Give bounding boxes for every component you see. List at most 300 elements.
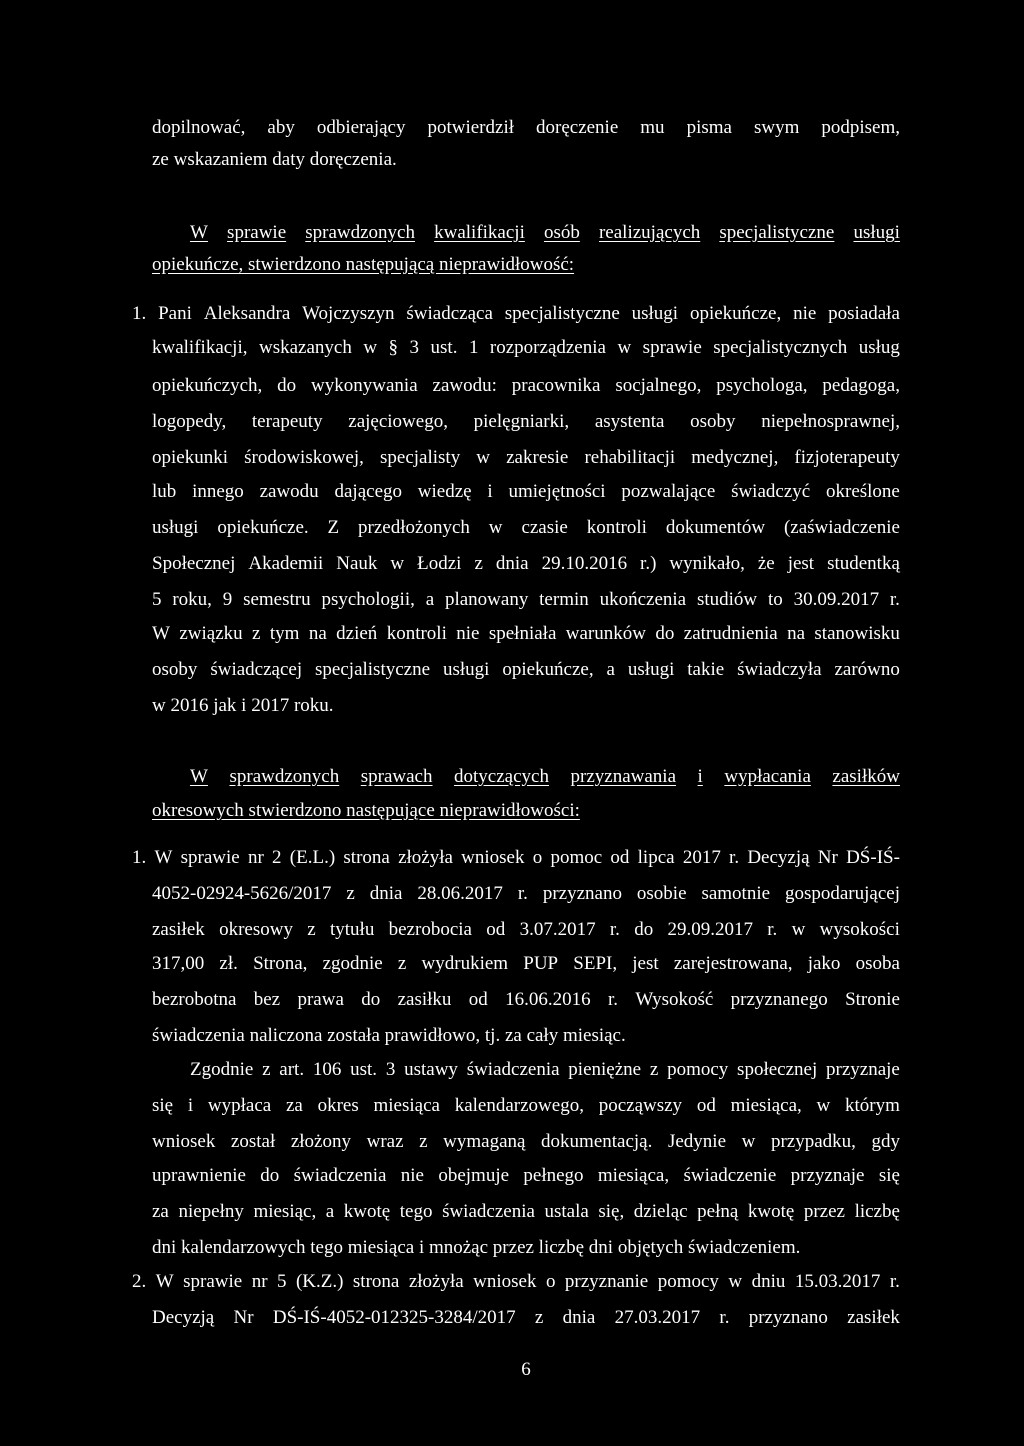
word: odbierający <box>316 117 406 138</box>
text-line <box>152 882 900 906</box>
word: stanowisku <box>814 623 900 644</box>
word: Nr <box>817 847 838 868</box>
word: w <box>363 337 378 358</box>
word: do <box>260 1165 280 1186</box>
word: osoba <box>855 953 900 974</box>
word: Decyzją <box>152 1307 215 1328</box>
word: zasiłku <box>397 989 452 1010</box>
word: r. <box>889 1271 900 1292</box>
word: wskazanych <box>258 337 352 358</box>
text-line <box>152 1130 900 1154</box>
word: spełniała <box>488 623 557 644</box>
text-line <box>152 658 900 682</box>
word: zatrudnienia <box>683 623 778 644</box>
word: którym <box>845 1095 900 1116</box>
word: Zgodnie <box>190 1059 254 1080</box>
word: bezrobotna <box>152 989 237 1010</box>
word: 1 <box>468 337 479 358</box>
word: wniosek <box>461 847 525 868</box>
word: do <box>361 989 381 1010</box>
word: dokumentów <box>665 517 766 538</box>
word: w <box>728 1271 743 1292</box>
text-line <box>152 480 900 504</box>
word: bezrobocia <box>388 919 472 940</box>
word: terapeuty <box>251 411 323 432</box>
word: sprawach <box>360 766 433 787</box>
word: za <box>285 1095 303 1116</box>
word: 16.06.2016 <box>505 989 591 1010</box>
word: zł. <box>219 953 238 974</box>
word: W <box>152 623 170 644</box>
word: w <box>476 447 491 468</box>
word: został <box>230 1131 276 1152</box>
word: specjalistycznych <box>713 337 848 358</box>
word: społecznej <box>737 1059 818 1080</box>
word: ustala <box>544 1201 589 1222</box>
word: fizjoterapeuty <box>794 447 900 468</box>
word: kontroli <box>586 517 647 538</box>
word: z <box>649 1059 659 1080</box>
word: Społecznej <box>152 553 236 574</box>
word: rehabilitacji <box>584 447 676 468</box>
word: określone <box>826 481 900 502</box>
word: potwierdził <box>427 117 514 138</box>
word: W <box>190 766 208 787</box>
word: planowany <box>444 589 529 610</box>
word: kontroli <box>386 623 447 644</box>
word: socjalnego, <box>615 375 702 396</box>
word: semestru <box>243 589 311 610</box>
word: osobie <box>636 883 687 904</box>
word: złożyła <box>408 1271 464 1292</box>
word: 2017 <box>682 847 721 868</box>
word: zarejestrowana, <box>673 953 793 974</box>
word: zakresie <box>506 447 569 468</box>
word: dnia <box>369 883 403 904</box>
word: za <box>152 1201 169 1222</box>
word: przyznanego <box>730 989 828 1010</box>
word: wypłacania <box>724 766 811 787</box>
word: nr <box>251 1271 268 1292</box>
word: 9 <box>222 589 233 610</box>
word: jako <box>807 953 841 974</box>
word: zasiłków <box>832 766 900 787</box>
word: roku, <box>172 589 212 610</box>
text-line <box>152 1164 900 1188</box>
word: z <box>534 1307 544 1328</box>
word: DŚ-IŚ-4052-012325-3284/2017 <box>272 1307 516 1328</box>
word: mu <box>640 117 665 138</box>
word: kwalifikacji, <box>152 337 248 358</box>
word: wynikało, <box>669 553 745 574</box>
word: kwotę <box>747 1201 795 1222</box>
word: 2. <box>132 1271 147 1292</box>
text-line: świadczenia naliczona została prawidłowo, tj. za cały miesiąc. <box>152 1025 626 1046</box>
word: Wysokość <box>635 989 714 1010</box>
word: wypłaca <box>207 1095 272 1116</box>
word: r. <box>719 1307 730 1328</box>
text-line <box>152 374 900 398</box>
word: opiekuńcze. <box>217 517 309 538</box>
word: gdy <box>871 1131 900 1152</box>
word: tytułu <box>329 919 375 940</box>
text-line <box>152 516 900 540</box>
word: nie <box>456 623 480 644</box>
text-line <box>152 1306 900 1330</box>
word: termin <box>539 589 589 610</box>
word: w <box>741 1131 756 1152</box>
word: miesiąc, <box>253 1201 317 1222</box>
text-line <box>152 622 900 646</box>
text-line <box>152 336 900 360</box>
word: studentką <box>827 553 900 574</box>
text-line <box>132 302 900 326</box>
text-line <box>190 221 900 245</box>
word: wniosek <box>473 1271 537 1292</box>
word: sprawie <box>180 847 240 868</box>
word: się <box>152 1095 174 1116</box>
word: r. <box>889 589 900 610</box>
word: w <box>488 517 503 538</box>
word: o <box>532 847 543 868</box>
word: psychologa, <box>716 375 808 396</box>
text-line <box>190 1058 900 1082</box>
word: świadczenie <box>683 1165 777 1186</box>
word: usługi <box>442 659 490 680</box>
word: art. <box>279 1059 305 1080</box>
word: r.) <box>640 553 657 574</box>
word: W <box>154 847 173 868</box>
word: pielęgniarki, <box>473 411 570 432</box>
word: świadczenia <box>293 1165 387 1186</box>
word: dopilnować, <box>152 117 246 138</box>
word: posiadała <box>828 303 900 324</box>
word: przyznanie <box>564 1271 649 1292</box>
word: osoby <box>152 659 198 680</box>
word: a <box>606 659 615 680</box>
word: wymaganą <box>443 1131 526 1152</box>
word: 3 <box>409 337 420 358</box>
word: 27.03.2017 <box>614 1307 701 1328</box>
word: sprawie <box>227 222 287 243</box>
word: dokumentacją. <box>541 1131 653 1152</box>
word: świadczenia <box>466 1059 560 1080</box>
word: rozporządzenia <box>489 337 606 358</box>
word: 29.09.2017 <box>667 919 753 940</box>
word: Stronie <box>845 989 900 1010</box>
word: dotyczących <box>454 766 549 787</box>
word: a <box>425 589 435 610</box>
word: z <box>262 1059 271 1080</box>
text-line: w 2016 jak i 2017 roku. <box>152 695 334 716</box>
text-line <box>152 1094 900 1118</box>
word: Strona, <box>253 953 308 974</box>
word: studiów <box>696 589 758 610</box>
word: psychologii, <box>321 589 415 610</box>
word: osoby <box>690 411 736 432</box>
word: przyznaje <box>790 1165 865 1186</box>
word: Nauk <box>336 553 378 574</box>
word: czasie <box>521 517 568 538</box>
word: Nr <box>233 1307 254 1328</box>
word: bez <box>253 989 281 1010</box>
word: strona <box>343 847 390 868</box>
word: złożyła <box>398 847 453 868</box>
text-line <box>152 588 900 612</box>
word: związku <box>179 623 243 644</box>
word: Wojczyszyn <box>302 303 395 324</box>
word: 3.07.2017 <box>519 919 596 940</box>
text-line <box>132 1270 900 1294</box>
word: wiedzę <box>417 481 472 502</box>
word: dzieląc <box>633 1201 688 1222</box>
word: dnia <box>562 1307 596 1328</box>
page-number: 6 <box>521 1359 531 1380</box>
word: liczbę <box>854 1201 900 1222</box>
word: Pani <box>158 303 192 324</box>
word: zgodnie <box>322 953 383 974</box>
word: zarówno <box>834 659 900 680</box>
word: w <box>390 553 405 574</box>
word: opiekunki <box>152 447 228 468</box>
word: wykonywania <box>311 375 418 396</box>
word: r. <box>729 847 740 868</box>
word: ukończenia <box>599 589 687 610</box>
word: 1. <box>132 303 147 324</box>
word: 5 <box>276 1271 287 1292</box>
word: Z <box>327 517 340 538</box>
word: świadcząca <box>406 303 493 324</box>
text-line: ze wskazaniem daty doręczenia. <box>152 149 397 170</box>
word: aby <box>267 117 295 138</box>
word: podpisem, <box>821 117 900 138</box>
word: 317,00 <box>152 953 205 974</box>
word: od <box>486 919 506 940</box>
word: logopedy, <box>152 411 227 432</box>
word: świadczenia <box>442 1201 535 1222</box>
word: specjalisty <box>380 447 461 468</box>
word: 3 <box>385 1059 396 1080</box>
word: W <box>190 222 208 243</box>
word: (E.L.) <box>289 847 336 868</box>
word: lipca <box>637 847 675 868</box>
word: swym <box>753 117 800 138</box>
word: pomocy <box>667 1059 729 1080</box>
word: sprawdzonych <box>229 766 340 787</box>
word: osób <box>543 222 580 243</box>
text-line <box>152 552 900 576</box>
word: zawodu <box>259 481 319 502</box>
word: od <box>468 989 488 1010</box>
word: wraz <box>366 1131 404 1152</box>
word: i <box>487 481 493 502</box>
word: sprawie <box>183 1271 243 1292</box>
word: zawodu: <box>432 375 497 396</box>
text-line <box>152 116 900 140</box>
word: tego <box>399 1201 433 1222</box>
word: zasiłek <box>152 919 205 940</box>
word: o <box>545 1271 556 1292</box>
word: i <box>187 1095 194 1116</box>
word: pieniężne <box>568 1059 642 1080</box>
word: 29.10.2016 <box>541 553 628 574</box>
word: z <box>474 553 483 574</box>
word: usług <box>858 337 900 358</box>
word: realizujących <box>598 222 701 243</box>
word: DŚ-IŚ- <box>846 847 900 868</box>
word: zajęciowego, <box>348 411 448 432</box>
word: dającego <box>334 481 402 502</box>
word: Decyzją <box>747 847 810 868</box>
word: pomoc <box>550 847 603 868</box>
text-line: dni kalendarzowych tego miesiąca i mnożąc przez liczbę dni objętych świadczeniem. <box>152 1237 801 1258</box>
word: zasiłek <box>847 1307 900 1328</box>
word: jest <box>632 953 659 974</box>
word: 5 <box>152 589 162 610</box>
word: usługi <box>853 222 900 243</box>
word: (zaświadczenie <box>783 517 900 538</box>
word: przyznaje <box>826 1059 900 1080</box>
word: 28.06.2017 <box>417 883 503 904</box>
word: gospodarującej <box>784 883 900 904</box>
word: świadczyć <box>731 481 811 502</box>
word: przyznano <box>542 883 622 904</box>
word: w <box>791 919 806 940</box>
word: pełną <box>697 1201 739 1222</box>
word: niepełny <box>178 1201 244 1222</box>
word: przypadku, <box>770 1131 856 1152</box>
word: asystenta <box>594 411 665 432</box>
word: uprawnienie <box>152 1165 246 1186</box>
word: kwotę <box>343 1201 391 1222</box>
word: lub <box>152 481 177 502</box>
word: usługi <box>152 517 199 538</box>
word: do <box>655 623 675 644</box>
word: usługi <box>627 659 675 680</box>
word: doręczenie <box>536 117 619 138</box>
word: specjalistyczne <box>504 303 620 324</box>
word: § <box>388 337 399 358</box>
word: do <box>277 375 297 396</box>
text-line: okresowych stwierdzono następujące nieprawidłowości: <box>152 800 580 821</box>
word: od <box>610 847 630 868</box>
word: złożony <box>290 1131 351 1152</box>
word: dnia <box>495 553 529 574</box>
text-line <box>132 846 900 870</box>
word: pedagoga, <box>822 375 900 396</box>
word: strona <box>352 1271 400 1292</box>
word: opiekuńczych, <box>152 375 263 396</box>
word: w <box>617 337 632 358</box>
word: usługi <box>631 303 679 324</box>
word: r. <box>609 919 620 940</box>
word: umiejętności <box>508 481 606 502</box>
word: się <box>878 1165 900 1186</box>
word: z <box>252 623 261 644</box>
word: 30.09.2017 <box>793 589 880 610</box>
word: miesiąca <box>373 1095 440 1116</box>
word: w <box>816 1095 831 1116</box>
word: 2 <box>272 847 282 868</box>
word: środowiskowej, <box>244 447 364 468</box>
word: Akademii <box>248 553 324 574</box>
word: się, <box>598 1201 625 1222</box>
word: r. <box>767 919 778 940</box>
word: pisma <box>686 117 732 138</box>
word: jest <box>787 553 815 574</box>
word: r. <box>517 883 528 904</box>
word: medycznej, <box>691 447 779 468</box>
word: SEPI, <box>573 953 618 974</box>
word: nr <box>247 847 264 868</box>
word: takie <box>687 659 725 680</box>
word: świadczącej <box>210 659 303 680</box>
word: opiekuńcze, <box>689 303 782 324</box>
word: okres <box>317 1095 359 1116</box>
word: miesiąca, <box>730 1095 802 1116</box>
word: a <box>325 1201 335 1222</box>
word: okresowy <box>219 919 293 940</box>
word: to <box>767 589 783 610</box>
word: specjalistyczne <box>719 222 835 243</box>
word: począwszy <box>598 1095 683 1116</box>
word: świadczyła <box>737 659 822 680</box>
word: nie <box>793 303 817 324</box>
word: z <box>346 883 355 904</box>
word: pełnego <box>523 1165 584 1186</box>
word: ustawy <box>404 1059 458 1080</box>
word: nie <box>400 1165 424 1186</box>
word: ust. <box>430 337 458 358</box>
word: z <box>307 919 316 940</box>
word: że <box>757 553 775 574</box>
word: sprawie <box>642 337 702 358</box>
text-line <box>152 988 900 1012</box>
text-line <box>152 918 900 942</box>
word: przedłożonych <box>358 517 470 538</box>
word: wniosek <box>152 1131 216 1152</box>
word: tym <box>269 623 300 644</box>
word: miesiąca, <box>597 1165 670 1186</box>
text-line <box>152 410 900 434</box>
word: obejmuje <box>438 1165 510 1186</box>
word: warunków <box>565 623 646 644</box>
word: z <box>419 1131 428 1152</box>
word: pracownika <box>511 375 601 396</box>
word: PUP <box>523 953 559 974</box>
word: samotnie <box>701 883 771 904</box>
word: ust. <box>350 1059 378 1080</box>
word: na <box>308 623 327 644</box>
word: dniu <box>751 1271 786 1292</box>
word: Jedynie <box>667 1131 727 1152</box>
text-line <box>152 446 900 470</box>
word: na <box>787 623 805 644</box>
word: W <box>155 1271 174 1292</box>
word: do <box>634 919 654 940</box>
word: opiekuńcze, <box>502 659 594 680</box>
word: i <box>697 766 703 787</box>
word: sprawdzonych <box>305 222 415 243</box>
word: pozwalające <box>621 481 716 502</box>
word: przyznano <box>748 1307 828 1328</box>
word: specjalistyczne <box>315 659 431 680</box>
text-line: opiekuńcze, stwierdzono następującą nieprawidłowość: <box>152 254 575 275</box>
word: Aleksandra <box>203 303 291 324</box>
word: 106 <box>312 1059 342 1080</box>
word: wysokości <box>819 919 900 940</box>
word: pomocy <box>657 1271 719 1292</box>
